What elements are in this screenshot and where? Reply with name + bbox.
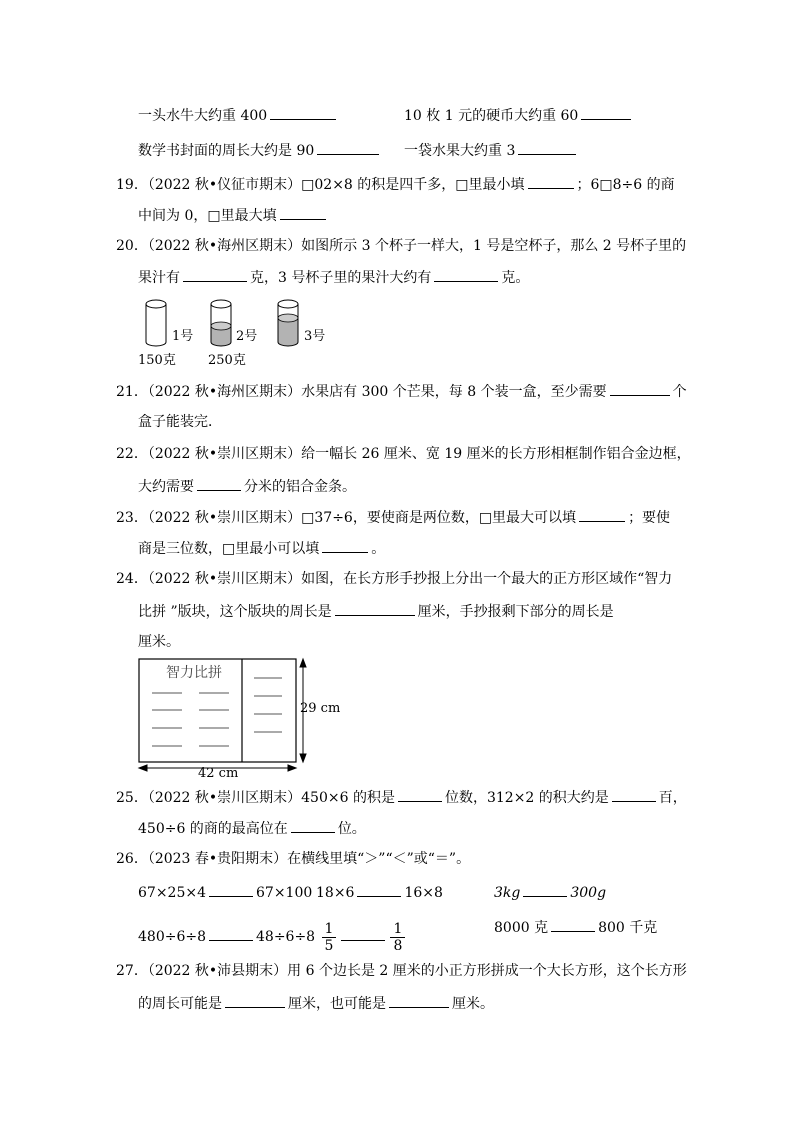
compare-3-left: 3kg — [494, 885, 521, 901]
fraction-2-den: 8 — [393, 937, 403, 954]
q23-text: 23．（2022 秋•崇川区期末）□37÷6，要使商是两位数，□里最大可以填 — [116, 510, 577, 526]
q24-line-3 — [138, 632, 180, 652]
q19-text-2: ；6□8÷6 的商 — [576, 177, 675, 193]
cups-figure — [136, 296, 336, 368]
q25-text-5: 位。 — [337, 821, 366, 837]
unit-line-2 — [138, 140, 382, 161]
q26-text: 26．（2023 春•贵阳期末）在横线里填“＞”“＜”或“＝”。 — [116, 851, 471, 867]
q20-text-3: 克，3 号杯子里的果汁大约有 — [250, 270, 432, 286]
compare-1-left: 67×25×4 — [138, 885, 206, 901]
q27-text-3: 厘米，也可能是 — [288, 996, 386, 1012]
compare-1-right: 67×100 — [256, 885, 313, 901]
blank[interactable] — [335, 601, 415, 616]
q24-line-2 — [138, 601, 614, 622]
blank[interactable] — [209, 926, 253, 941]
q22-line-2 — [138, 476, 356, 497]
cup-2-label: 2号 — [236, 329, 258, 344]
right-dashes — [254, 678, 282, 732]
compare-6 — [494, 917, 657, 938]
q25-text-2: 位数，312×2 的积大约是 — [444, 790, 609, 806]
unit-line-1 — [138, 105, 339, 126]
q19-text-3: 中间为 0，□里最大填 — [138, 208, 277, 224]
compare-2-left: 18×6 — [316, 885, 355, 901]
q27-line-1 — [116, 961, 687, 981]
blank[interactable] — [291, 818, 335, 833]
blank[interactable] — [398, 787, 442, 802]
blank[interactable] — [389, 993, 449, 1008]
board-title: 智力比拼 — [166, 665, 222, 681]
q19-text: 19．（2022 秋•仪征市期末）□02×8 的积是四千多，□里最小填 — [116, 177, 525, 193]
q25-line-1 — [116, 787, 687, 808]
q25-line-2 — [138, 818, 366, 839]
blank[interactable] — [551, 917, 595, 932]
height-label: 29 cm — [300, 701, 341, 716]
width-label: 42 cm — [198, 766, 239, 780]
q22-text-2: 大约需要 — [138, 479, 194, 495]
compare-4-right: 48÷6÷8 — [256, 929, 316, 945]
q23-text-2: ；要使 — [628, 510, 671, 526]
q24-text: 24．（2022 秋•崇川区期末）如图，在长方形手抄报上分出一个最大的正方形区域作“智力 — [116, 571, 673, 587]
compare-6-right: 800 千克 — [598, 920, 658, 936]
q23-text-4: 。 — [371, 541, 386, 557]
q24-text-3: 厘米，手抄报剩下部分的周长是 — [417, 604, 614, 620]
q24-text-4: 厘米。 — [138, 634, 180, 650]
q20-text-4: 克。 — [501, 270, 530, 286]
compare-1 — [138, 882, 312, 903]
q27-line-2 — [138, 993, 494, 1014]
book-text: 数学书封面的周长大约是 90 — [138, 143, 315, 159]
q22-text: 22．（2022 秋•崇川区期末）给一幅长 26 厘米、宽 19 厘米的长方形相框制作铝合金边框， — [116, 446, 691, 462]
q24-line-1 — [116, 569, 672, 589]
q25-text-3: 百， — [658, 790, 687, 806]
cup-1-label: 1号 — [172, 329, 194, 344]
fraction-1-num: 1 — [322, 921, 337, 938]
blank[interactable] — [322, 538, 368, 553]
compare-2 — [316, 882, 443, 903]
q24-text-2: 比拼 ”版块，这个版块的周长是 — [138, 604, 332, 620]
fruit-text: 一袋水果大约重 3 — [404, 143, 516, 159]
q27-text: 27．（2022 秋•沛县期末）用 6 个边长是 2 厘米的小正方形拼成一个大长方形，这个长方形 — [116, 963, 687, 979]
compare-3-right: 300g — [570, 885, 607, 901]
blank[interactable] — [270, 105, 336, 120]
fraction-2-num: 1 — [390, 921, 405, 938]
blank[interactable] — [341, 926, 385, 941]
q27-text-2: 的周长可能是 — [138, 996, 222, 1012]
blank[interactable] — [197, 476, 241, 491]
q22-text-3: 分米的铝合金条。 — [244, 479, 356, 495]
q21-line-2 — [138, 412, 222, 432]
compare-6-left: 8000 克 — [494, 920, 549, 936]
cup-3-label: 3号 — [304, 329, 326, 344]
fraction-1-den: 5 — [324, 937, 334, 954]
compare-2-right: 16×8 — [404, 885, 443, 901]
fraction-1-5 — [322, 921, 337, 954]
compare-4 — [138, 917, 407, 957]
unit-line-1b — [404, 105, 634, 126]
q20-line-2 — [138, 267, 529, 288]
cow-text: 一头水牛大约重 400 — [138, 108, 268, 124]
blank[interactable] — [528, 174, 574, 189]
compare-4-left: 480÷6÷8 — [138, 929, 206, 945]
blank[interactable] — [225, 993, 285, 1008]
q21-text: 21．（2022 秋•海州区期末）水果店有 300 个芒果，每 8 个装一盒，至少需要 — [116, 384, 607, 400]
q21-line-1 — [116, 381, 687, 402]
blank[interactable] — [209, 882, 253, 897]
q23-line-1 — [116, 507, 670, 528]
blank[interactable] — [357, 882, 401, 897]
q20-text: 20．（2022 秋•海州区期末）如图所示 3 个杯子一样大，1 号是空杯子，那么 2 号杯子里的 — [116, 238, 687, 254]
q22-line-1 — [116, 444, 691, 464]
cup-3 — [278, 300, 298, 346]
q20-text-2: 果汁有 — [138, 270, 180, 286]
q19-line-1 — [116, 174, 675, 195]
blank[interactable] — [317, 140, 379, 155]
cup-1 — [146, 300, 166, 346]
blank[interactable] — [518, 140, 576, 155]
unit-line-2b — [404, 140, 579, 161]
coin-text: 10 枚 1 元的硬币大约重 60 — [404, 108, 579, 124]
cup-2-weight: 250克 — [208, 353, 246, 368]
blank[interactable] — [280, 205, 326, 220]
q21-text-2: 个 — [672, 384, 687, 400]
blank[interactable] — [434, 267, 498, 282]
blank[interactable] — [610, 381, 670, 396]
q23-text-3: 商是三位数，□里最小可以填 — [138, 541, 320, 557]
q25-text-4: 450÷6 的商的最高位在 — [138, 821, 288, 837]
blank[interactable] — [579, 507, 625, 522]
compare-3 — [494, 882, 606, 903]
q21-text-3: 盒子能装完． — [138, 414, 222, 430]
cup-1-weight: 150克 — [138, 353, 176, 368]
q27-text-4: 厘米。 — [452, 996, 494, 1012]
blank[interactable] — [523, 882, 567, 897]
q25-text: 25．（2022 秋•崇川区期末）450×6 的积是 — [116, 790, 395, 806]
blank[interactable] — [581, 105, 631, 120]
blank[interactable] — [612, 787, 656, 802]
q26-line — [116, 849, 470, 869]
board-figure — [136, 656, 346, 780]
q20-line-1 — [116, 236, 686, 256]
cup-2 — [211, 300, 231, 346]
left-dashes — [152, 693, 229, 746]
fraction-1-8 — [390, 921, 405, 954]
q19-line-2 — [138, 205, 329, 226]
q23-line-2 — [138, 538, 385, 559]
blank[interactable] — [183, 267, 247, 282]
